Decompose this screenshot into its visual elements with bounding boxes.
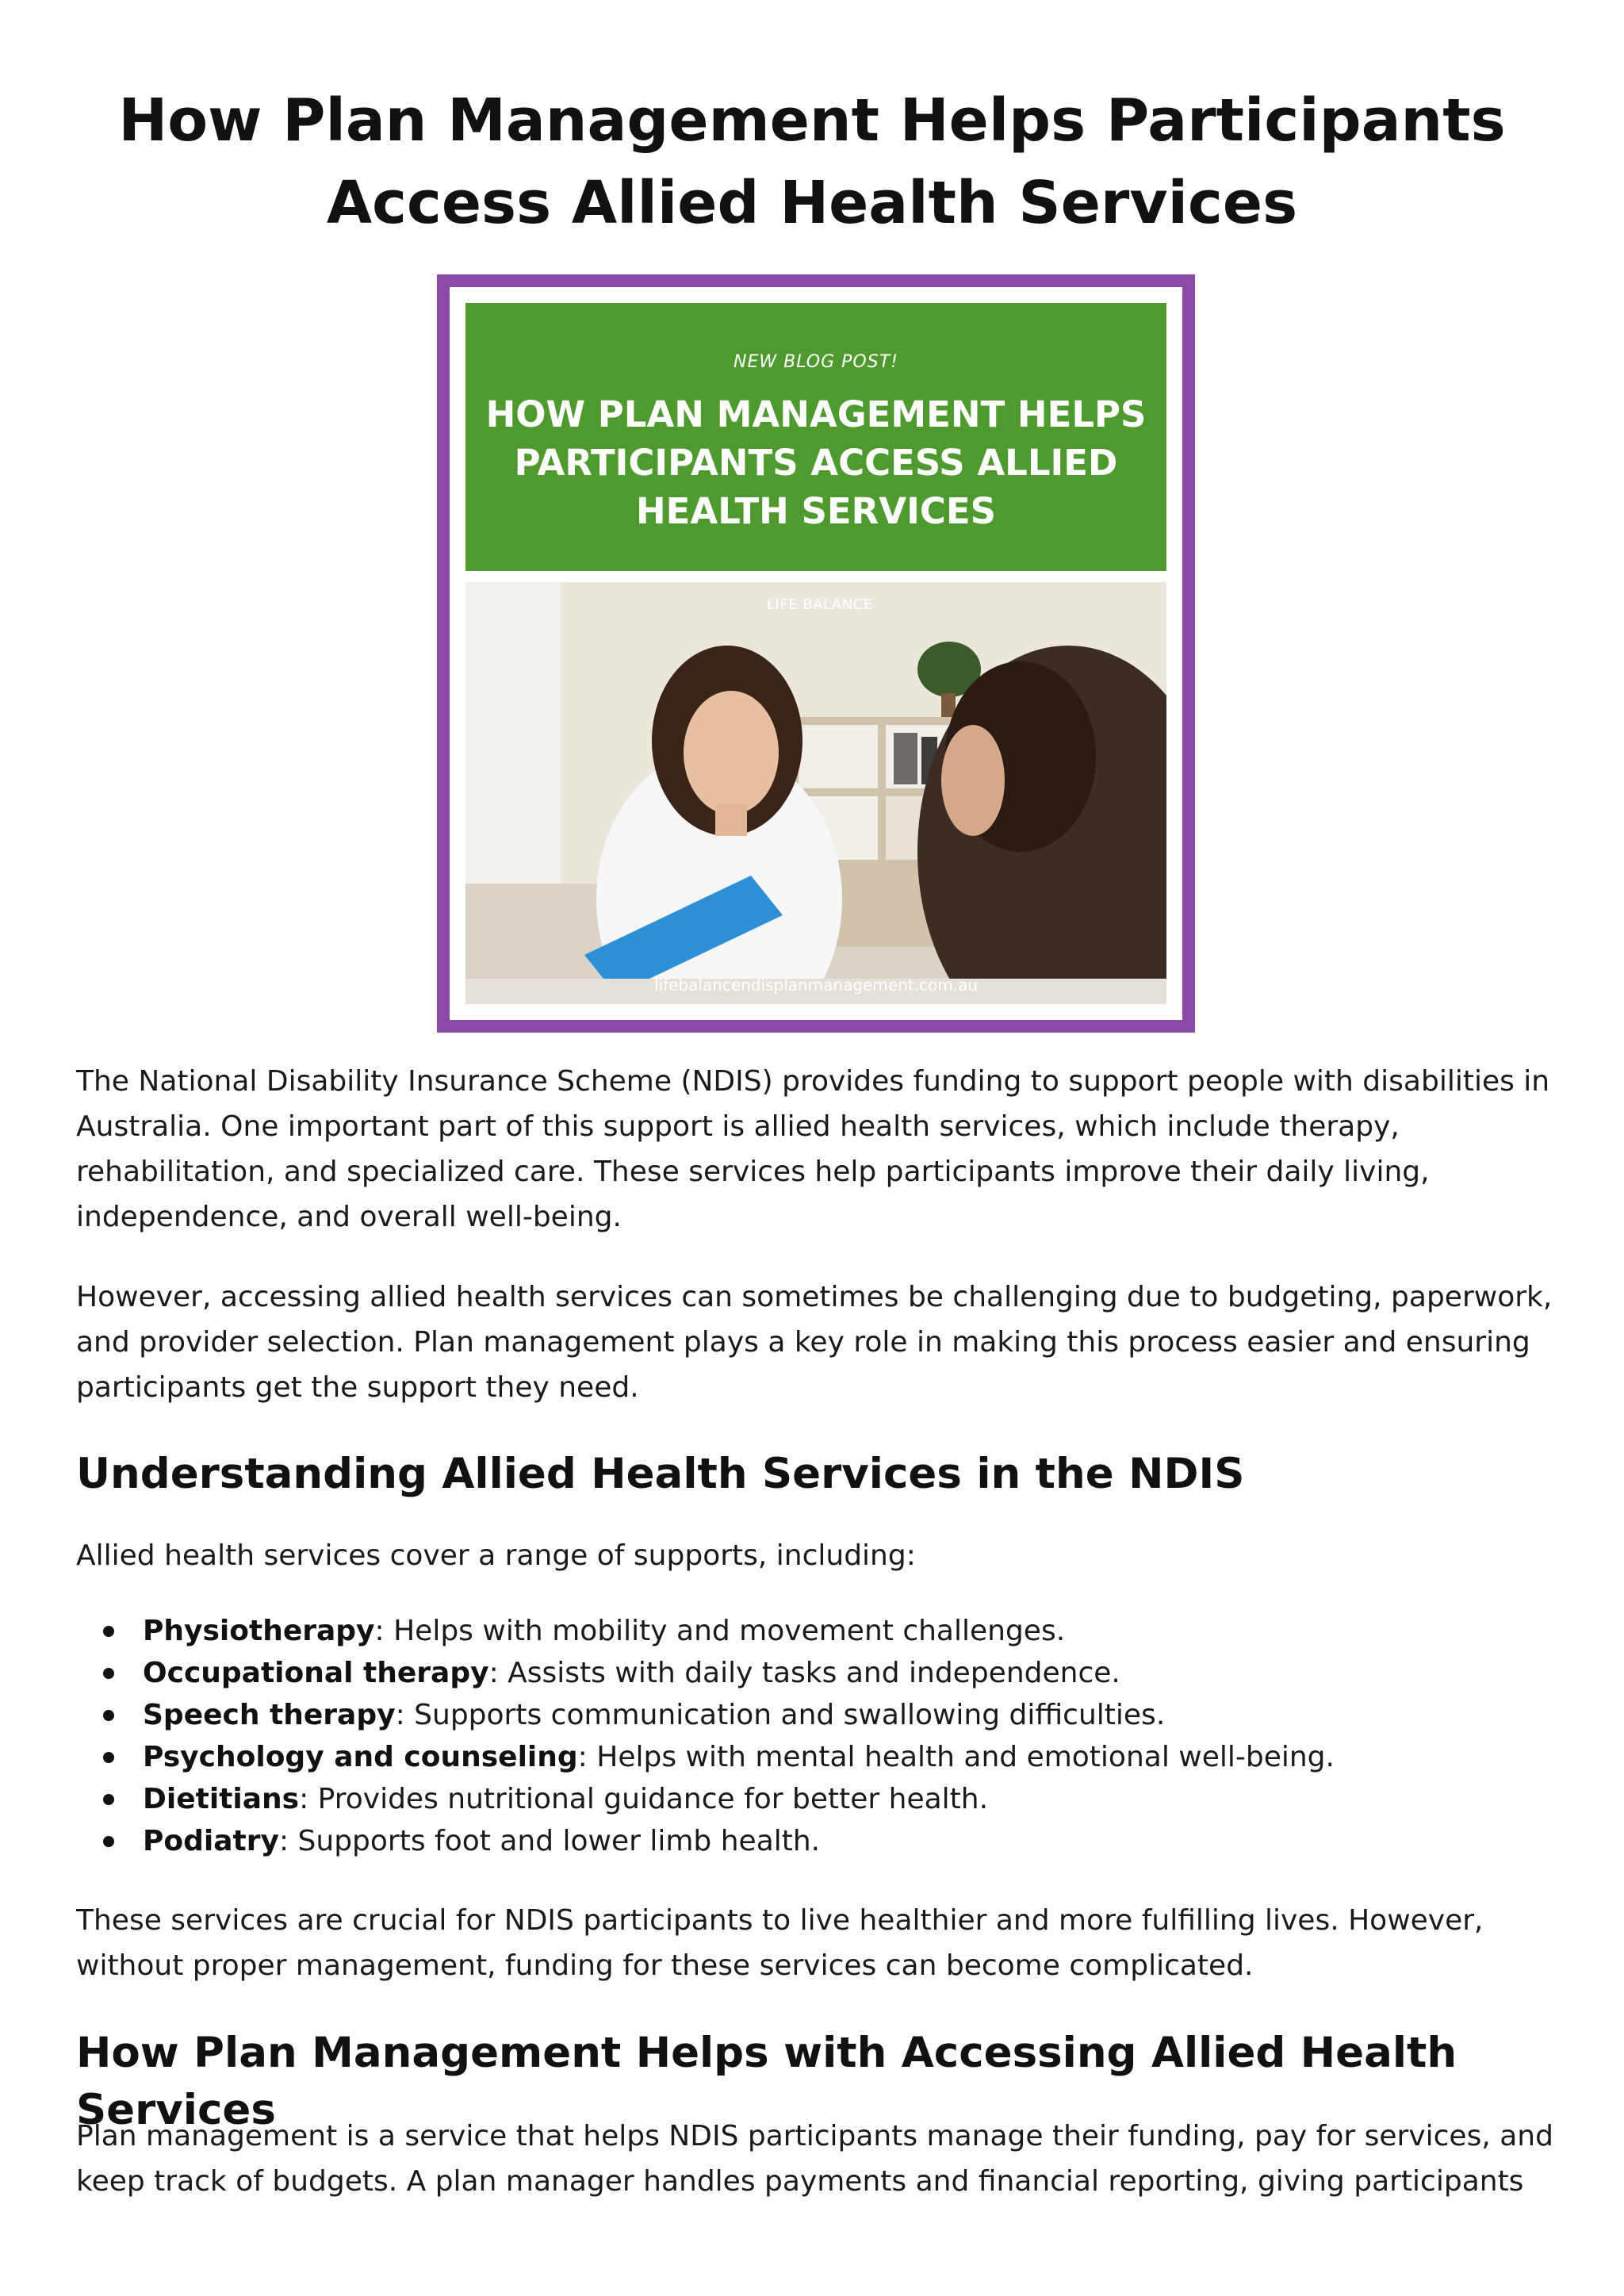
list-item-desc: : Helps with mental health and emotional well-being. [577, 1741, 1335, 1773]
list-item [76, 1610, 1567, 1652]
list-item [76, 1778, 1567, 1820]
hero-banner [465, 303, 1166, 571]
intro-paragraph-2: However, accessing allied health services can sometimes be challenging due to budgeting, paperwork, and provider selection. Plan management plays a key role in making this process easier and ensuring participants get the support they need. [76, 1281, 1553, 1404]
section-lead: Allied health services cover a range of supports, including: [76, 1539, 916, 1572]
hero-logo: LIFE BALANCE [767, 596, 873, 613]
featured-image [437, 274, 1195, 1033]
section-heading-allied-health: Understanding Allied Health Services in the NDIS [76, 1450, 1245, 1498]
hero-heading: HOW PLAN MANAGEMENT HELPS PARTICIPANTS ACCESS ALLIED HEALTH SERVICES [485, 393, 1147, 532]
bullet-icon [103, 1752, 114, 1763]
list-item-term: Dietitians [143, 1783, 300, 1815]
list-item-desc: : Provides nutritional guidance for better health. [299, 1783, 989, 1815]
intro-paragraph-1: The National Disability Insurance Scheme (NDIS) provides funding to support people with disabilities in Australia. One important part of this support is allied health services, which include therapy, rehabilitation, and specialized care. These services help participants improve their daily living, independence, and overall well-being. [76, 1065, 1550, 1233]
bullet-icon [103, 1794, 114, 1805]
consultation-photo [465, 582, 1166, 1004]
list-item [76, 1694, 1567, 1736]
section2-paragraph: Plan management is a service that helps NDIS participants manage their funding, pay for services, and keep track of budgets. A plan manager handles payments and financial reporting, giving participants [76, 2120, 1553, 2198]
bullet-icon [103, 1710, 114, 1721]
bullet-icon [103, 1668, 114, 1679]
list-item [76, 1652, 1567, 1694]
list-item-term: Speech therapy [143, 1699, 396, 1731]
bullet-icon [103, 1836, 114, 1847]
section-heading-plan-management: How Plan Management Helps with Accessing Allied Health Services [76, 2029, 1457, 2134]
list-item [76, 1820, 1567, 1862]
list-item-term: Psychology and counseling [143, 1741, 578, 1773]
list-item-desc: : Supports communication and swallowing difficulties. [395, 1699, 1166, 1731]
bullet-icon [103, 1626, 114, 1637]
section-closing: These services are crucial for NDIS participants to live healthier and more fulfilling lives. However, without proper management, funding for these services can become complicated. [76, 1904, 1484, 1982]
hero-photo [465, 582, 1166, 1004]
list-item [76, 1736, 1567, 1778]
list-item-desc: : Supports foot and lower limb health. [278, 1825, 821, 1857]
hero-url: lifebalancendisplanmanagement.com.au [653, 976, 979, 995]
list-item-term: Occupational therapy [143, 1657, 489, 1689]
hero-kicker: NEW BLOG POST! [733, 352, 898, 372]
list-item-desc: : Assists with daily tasks and independence. [488, 1657, 1120, 1689]
list-item-term: Physiotherapy [143, 1615, 375, 1647]
page-title: How Plan Management Helps Participants Access Allied Health Services [118, 86, 1506, 237]
list-item-term: Podiatry [143, 1825, 279, 1857]
services-list [76, 1610, 1567, 1862]
list-item-desc: : Helps with mobility and movement challenges. [374, 1615, 1066, 1647]
